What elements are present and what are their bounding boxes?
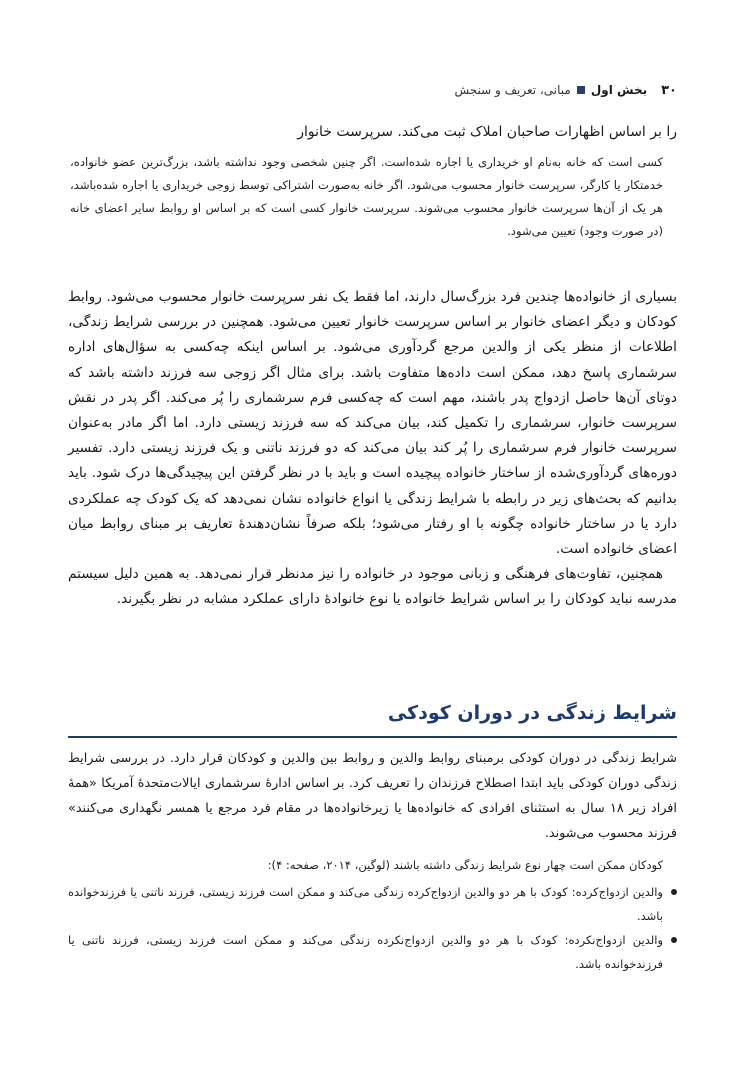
list-item-text: والدین ازدواج‌نکرده: کودک با هر دو والدین ازدواج‌نکرده زندگی می‌کند و ممکن است فرزند زیستی، فرزند ناتنی یا فرزندخوانده باشد. — [68, 933, 663, 971]
list-item-text: والدین ازدواج‌کرده: کودک با هر دو والدین ازدواج‌کرده زندگی می‌کند و ممکن است فرزند زیستی، فرزند ناتنی یا فرزندخوانده باشد. — [68, 885, 663, 923]
part-label: بخش اول — [590, 83, 648, 97]
also-paragraph: همچنین، تفاوت‌های فرهنگی و زبانی موجود در خانواده را نیز مدنظر قرار نمی‌دهد. به همین دلیل سیستم مدرسه نباید کودکان را بر اساس شرایط خانواده یا نوع خانوادهٔ دارای عملکرد مشابه در نظر بگیرند. — [68, 566, 677, 608]
chapter-title: مبانی، تعریف و سنجش — [454, 83, 571, 97]
running-header — [68, 80, 677, 100]
list-item — [68, 928, 677, 976]
list-item — [68, 880, 677, 928]
main-body — [68, 285, 677, 613]
bullet-icon — [671, 937, 677, 943]
living-arrangements-list — [68, 880, 677, 976]
section-heading: شرایط زندگی در دوران کودکی — [68, 702, 677, 738]
list-intro: کودکان ممکن است چهار نوع شرایط زندگی داشته باشند (لوگین، ۲۰۱۴، صفحه: ۴): — [267, 858, 663, 872]
section-intro: شرایط زندگی در دوران کودکی برمبنای روابط والدین و روابط بین والدین و کودکان قرار دارد. در بررسی شرایط زندگی دوران کودکی باید ابتدا اصطلاح فرزندان را تعریف کرد. بر اساس ادارهٔ سرشماری ایالات‌متحدهٔ آمریکا «همهٔ افراد زیر ۱۸ سال به استثنای افرادی که خانواده‌ها یا زیرخانواده‌ها در مقام فرد مرجع یا همسر نگهداری می‌کنند» فرزند محسوب می‌شوند. — [68, 751, 677, 841]
page-number: ۳۰ — [661, 82, 677, 98]
square-marker-icon — [577, 86, 585, 94]
definition-box: کسی است که خانه به‌نام او خریداری یا اجاره شده‌است. اگر چنین شخصی وجود نداشته باشد، بزرگ‌ترین عضو خانواده، خدمتکار یا کارگر، سرپرست خانوار محسوب می‌شود. اگر خانه به‌صورت اشتراکی توسط زوجی خریداری یا اجاره شده‌باشد، هر یک از آن‌ها سرپرست خانوار محسوب می‌شوند. سرپرست خانوار کسی است که بر اساس او روابط سایر اعضای خانه (در صورت وجود) تعیین می‌شود. — [70, 155, 663, 238]
book-page — [68, 0, 677, 1080]
bullet-icon — [671, 889, 677, 895]
intro-line: را بر اساس اظهارات صاحبان املاک ثبت می‌کند. سرپرست خانوار — [297, 124, 677, 140]
main-paragraph: بسیاری از خانواده‌ها چندین فرد بزرگ‌سال دارند، اما فقط یک نفر سرپرست خانوار محسوب می‌شود. روابط کودکان و دیگر اعضای خانوار بر اساس سرپرست خانوار تعیین می‌شود. همچنین در بررسی شرایط زندگی، اطلاعات از منظر یکی از والدین مرجع گردآوری می‌شود. بر اساس اینکه چه‌کسی به سؤال‌های اداره سرشماری پاسخ دهد، ممکن است داده‌ها متفاوت باشد. برای مثال اگر زوجی سه فرزند داشته باشد که دوتای آن‌ها حاصل ازدواج پدر باشند، مهم است که چه‌کسی فرم سرشماری را پُر می‌کند. اگر پدر در نقش سرپرست خانوار، سرشماری را تکمیل کند، بیان می‌کند که سه فرزند زیستی دارد. اما اگر مادر به‌عنوان سرپرست خانوار فرم سرشماری را پُر کند بیان می‌کند که دو فرزند ناتنی و یک فرزند زیستی دارد. تفسیر دوره‌های گردآوری‌شده از ساختار خانواده پیچیده است و باید با در نظر گرفتن این پیچیدگی‌ها درک شود. باید بدانیم که بحث‌های زیر در رابطه با شرایط زندگی یا انواع خانواده نشان نمی‌دهد که یک کودک چه عملکردی دارد یا در ساختار خانواده چگونه با او رفتار می‌شود؛ بلکه صرفاً نشان‌دهندهٔ تعاریف بر مبنای روابط میان اعضای خانواده است. — [68, 289, 677, 558]
